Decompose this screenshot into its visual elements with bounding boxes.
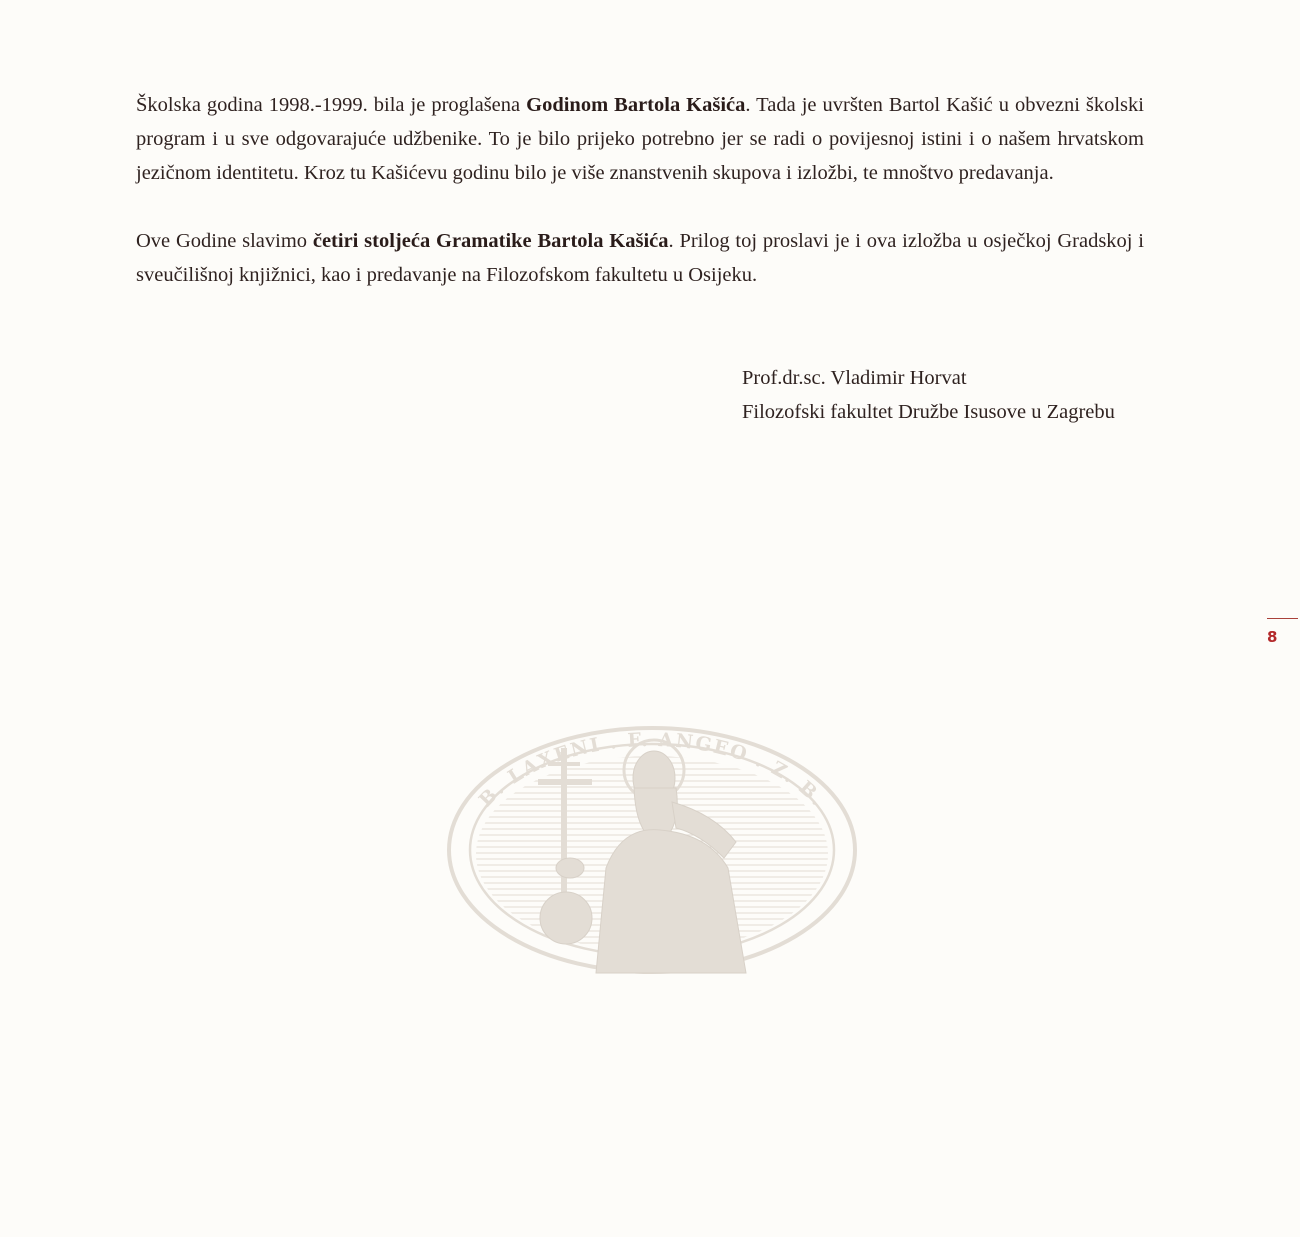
- signature-block: [742, 361, 1115, 429]
- seal-inscription: B. LAXENI . F. ANGEO . Z. B.: [474, 728, 830, 812]
- intro-paragraph-text-start: Školska godina 1998.-1999. bila je proglašena: [136, 94, 527, 116]
- author-affiliation: Filozofski fakultet Družbe Isusove u Zagrebu: [742, 401, 1115, 423]
- celebration-paragraph: [136, 224, 1144, 292]
- intro-paragraph-emphasis: Godinom Bartola Kašića: [526, 94, 746, 116]
- intro-paragraph: [136, 88, 1144, 190]
- celebration-paragraph-text-end: . Prilog toj proslavi je i ova izložba u osječkoj Gradskoj i sveučilišnoj knjižnici, kao i predavanje na Filozofskom fakultetu u Osijeku.: [136, 230, 1144, 286]
- intro-paragraph-text-end: . Tada je uvršten Bartol Kašić u obvezni školski program i u sve odgovarajuće udžbenike. To je bilo prijeko potrebno jer se radi o povijesnoj istini i o našem hrvatskom jezičnom identitetu. Kroz tu Kašićevu godinu bilo je više znanstvenih skupova i izložbi, te mnoštvo predavanja.: [136, 94, 1144, 184]
- celebration-paragraph-text-start: Ove Godine slavimo: [136, 230, 313, 252]
- celebration-paragraph-emphasis: četiri stoljeća Gramatike Bartola Kašića: [312, 230, 669, 252]
- saint-portrait-seal-icon: [446, 718, 858, 974]
- page-number-rule: [1267, 618, 1298, 619]
- author-name: Prof.dr.sc. Vladimir Horvat: [742, 367, 967, 389]
- page-number: 8: [1267, 628, 1278, 646]
